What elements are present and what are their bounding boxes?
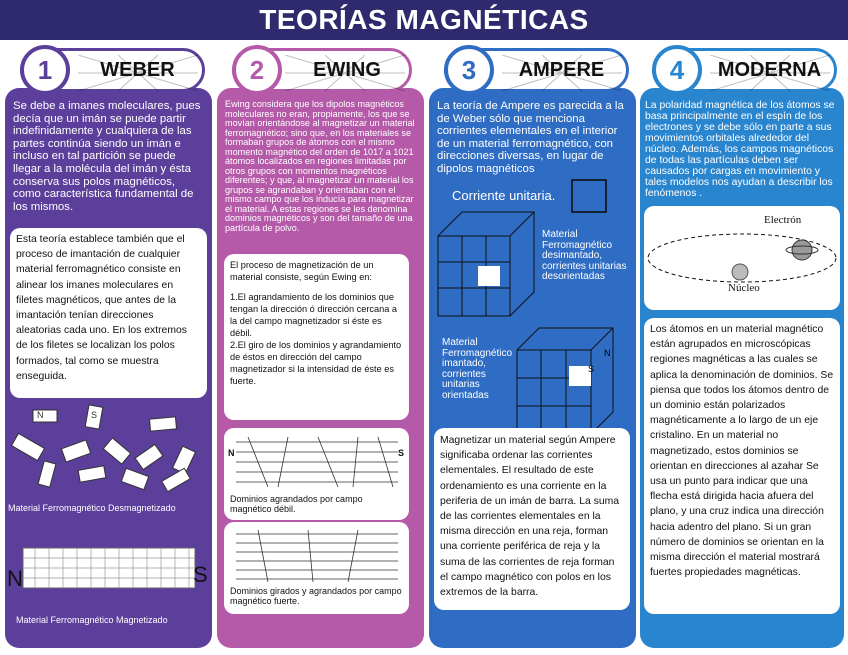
page-title: TEORÍAS MAGNÉTICAS — [0, 0, 848, 40]
ampere-header — [444, 48, 629, 92]
moderna-atom-diagram — [644, 206, 840, 310]
atom-orbit-illustration — [644, 206, 840, 310]
weber-card-text: Esta teoría establece también que el proceso de imantación de cualquier material ferromagnético consiste en alinear los imanes moleculares en filetes magnéticos, que antes de la imantación tenían direcciones aleatorias cada uno. En los extremos de los filetes se localizan los polos formados, tal como se muestra enseguida. — [16, 234, 187, 382]
weber-mag-caption: Material Ferromagnético Magnetizado — [16, 615, 168, 625]
strong-field-domains-illustration — [228, 526, 405, 584]
electron-label: Electrón — [764, 214, 802, 226]
weber-intro: Se debe a imanes moleculares, pues decía que un imán se puede partir indefinidamente y cualquiera de las partes continúa siendo un imán e incluso en tal partición se puede llegar a la molécula del imán y ésta conserva sus polos magnéticos, como característica fundamental de los mismos. — [13, 100, 201, 213]
moderna-header — [652, 48, 837, 92]
ewing-point-1: 1.El agrandamiento de los dominios que tengan la dirección ó dirección cercana a la del campo magnetizador si éste es débil. — [230, 292, 398, 338]
ewing-intro: Ewing considera que los dipolos magnéticos moleculares no eran, propiamente, los que se movían orientándose al magnetizar un material ferromagnético; sino que, en los materiales se formaban grupos de átomos con el mismo momento magnético del orden de 1017 a 1021 átomos localizados en regiones limitadas por otros grupos con momentos magnéticos diferentes; y que, al magnetizar un material los grupos se agrandaban y orientaban con el mismo campo que los inducía para magnetizar el material. A estas regiones se les denomina dominios magnéticos y son del tamaño de una partícula de polvo. — [225, 99, 415, 233]
ewing-card — [224, 254, 409, 420]
moderna-intro: La polaridad magnética de los átomos se basa principalmente en el espín de los electrones y se debe sólo en parte a sus movimientos orbitales alrededor del núcleo. Además, los campos magnéticos de todas las partículas deben ser causados por cargas en movimiento y tales modelos nos ayudan a describir los fenómenos . — [645, 100, 835, 199]
weber-header — [20, 48, 205, 92]
nucleus-label: Núcleo — [728, 282, 760, 294]
ampere-caption-1: Material Ferromagnético desimantado, corrientes unitarias desorientadas — [542, 229, 627, 282]
ampere-card — [434, 428, 630, 610]
weber-desmag-diagram — [5, 402, 212, 502]
moderna-number: 4 — [652, 45, 702, 95]
ewing-number: 2 — [232, 45, 282, 95]
ewing-name: EWING — [313, 59, 381, 81]
ampere-unit-current: Corriente unitaria. — [452, 188, 556, 203]
weber-card — [10, 228, 207, 398]
unit-current-loop-icon — [570, 178, 610, 216]
weber-small-s-label: S — [91, 410, 98, 420]
ewing-diagram-strong — [224, 522, 409, 614]
weber-small-n-label: N — [37, 410, 44, 420]
ampere-intro: La teoría de Ampere es parecida a la de Weber sólo que menciona corrientes elementales en el interior de un material ferromagnético, con direcciones diversas, en lugar de dipolos magnéticos — [437, 100, 624, 175]
weber-name: WEBER — [100, 59, 175, 81]
ampere-magnetized-cube-icon — [515, 326, 615, 436]
weber-mag-diagram — [5, 536, 212, 612]
moderna-name: MODERNA — [717, 59, 822, 81]
ewing-diagram-weak — [224, 428, 409, 520]
ampere-caption-2: Material Ferromagnético imantado, corrientes unitarias orientadas — [442, 337, 513, 401]
weber-number: 1 — [20, 45, 70, 95]
ewing-caption-1: Dominios agrandados por campo magnético débil. — [230, 494, 363, 514]
moderna-card-text: Los átomos en un material magnético están agrupados en microscópicas regiones magnéticas a las cuales se aplica la denominación de dominios. Se piensa que todos los átomos dentro de un dominio están polarizados magnéticamente a lo largo de un eje cristalino. En un material no magnetizado, estos dominios se orientan en direcciones al azahar Se usa un punto para indicar que una flecha está dirigida hacia afuera del plano, y una cruz indica una dirección hacia adentro del plano. Si un gran número de dominios se orientan en la misma dirección el material mostrará fuertes propiedades magnéticas. — [650, 324, 834, 579]
ewing-caption-2: Dominios girados y agrandados por campo magnético fuerte. — [230, 586, 402, 606]
ampere-number: 3 — [444, 45, 494, 95]
ampere-unmagnetized-cube-icon — [436, 210, 536, 322]
ampere-name: AMPERE — [518, 59, 605, 81]
moderna-card — [644, 318, 840, 614]
ewing-s-label: S — [397, 448, 404, 458]
weak-field-domains-illustration — [228, 432, 405, 492]
aligned-magnets-illustration — [5, 536, 212, 596]
ewing-header — [232, 48, 412, 92]
ampere-n-label: N — [604, 348, 611, 358]
weber-pole-n: N — [7, 566, 23, 591]
ewing-n-label: N — [228, 448, 235, 458]
ewing-point-2: 2.El giro de los dominios y agrandamiento de éstos en dirección del campo magnetizador si la intensidad de éste es fuerte. — [230, 340, 402, 386]
ampere-s-label: S — [588, 364, 595, 374]
ewing-card-intro: El proceso de magnetización de un material consiste, según Ewing en: — [230, 260, 374, 282]
weber-desmag-caption: Material Ferromagnético Desmagnetizado — [8, 503, 176, 513]
weber-pole-s: S — [193, 562, 208, 587]
ampere-card-text: Magnetizar un material según Ampere significaba ordenar las corrientes elementales. El resultado de este ordenamiento es una corriente en la periferia de un imán de barra. La suma de las corrientes elementales en la misma dirección en una reja, forman una corriente periférica de reja y la suma de las corrientes de reja forman el campo magnético con polos en los extremos de la barra. — [440, 435, 620, 599]
